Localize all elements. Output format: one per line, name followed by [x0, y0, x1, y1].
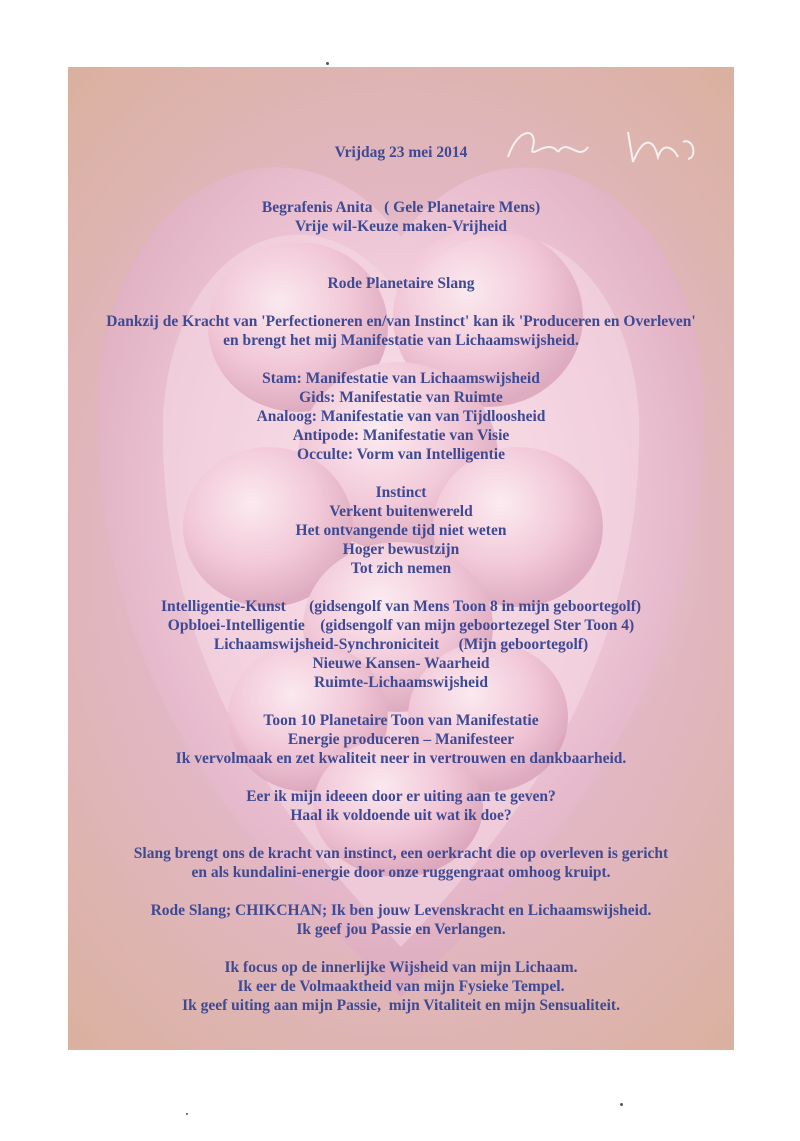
serpent-block	[68, 844, 734, 882]
document-text	[68, 67, 734, 1015]
affirmation-line: Ik eer de Volmaaktheid van mijn Fysieke Tempel.	[237, 978, 565, 995]
question-line: Haal ik voldoende uit wat ik doe?	[290, 807, 512, 824]
oracle-line: Gids: Manifestatie van Ruimte	[299, 389, 503, 406]
tone-line: Toon 10 Planetaire Toon van Manifestatie	[263, 712, 539, 729]
statement-block	[68, 312, 734, 350]
questions-block	[68, 787, 734, 825]
instinct-line: Instinct	[375, 484, 427, 501]
tone-line: Energie produceren – Manifesteer	[287, 731, 515, 748]
chikchan-line: Ik geef jou Passie en Verlangen.	[296, 921, 506, 938]
intro-line: Vrije wil-Keuze maken-Vrijheid	[294, 218, 508, 235]
oracle-line: Occulte: Vorm van Intelligentie	[297, 446, 505, 463]
intro-line: Begrafenis Anita ( Gele Planetaire Mens)	[261, 199, 541, 216]
scan-speck	[326, 62, 329, 65]
instinct-line: Hoger bewustzijn	[342, 541, 460, 558]
instinct-line: Verkent buitenwereld	[329, 503, 473, 520]
serpent-line: en als kundalini-energie door onze ruggengraat omhoog kruipt.	[191, 864, 611, 881]
date-line: Vrijdag 23 mei 2014	[334, 144, 468, 161]
oracle-line: Antipode: Manifestatie van Visie	[292, 427, 510, 444]
affirmation-line: Ik focus op de innerlijke Wijsheid van mijn Lichaam.	[224, 959, 578, 976]
document-page	[68, 67, 734, 1050]
scan-speck	[620, 1103, 623, 1106]
affirmation-line: Ik geef uiting aan mijn Passie, mijn Vitaliteit en mijn Sensualiteit.	[182, 997, 620, 1014]
tone-line: Ik vervolmaak en zet kwaliteit neer in vertrouwen en dankbaarheid.	[175, 750, 627, 767]
affirmations-block	[68, 958, 734, 1015]
tone-block	[68, 711, 734, 768]
statement-line: en brengt het mij Manifestatie van Lichaamswijsheid.	[223, 332, 579, 349]
instinct-line: Tot zich nemen	[350, 560, 452, 577]
wave-line: Intelligentie-Kunst (gidsengolf van Mens Toon 8 in mijn geboortegolf)	[160, 598, 642, 615]
instinct-block	[68, 483, 734, 578]
wave-line: Ruimte-Lichaamswijsheid	[314, 674, 488, 691]
oracle-line: Analoog: Manifestatie van van Tijdloosheid	[256, 408, 546, 425]
serpent-line: Slang brengt ons de kracht van instinct, een oerkracht die op overleven is gericht	[133, 845, 669, 862]
section-heading: Rode Planetaire Slang	[327, 275, 475, 292]
wave-line: Nieuwe Kansen- Waarheid	[312, 655, 490, 672]
waves-block	[68, 597, 734, 692]
oracle-block	[68, 369, 734, 464]
chikchan-line: Rode Slang; CHIKCHAN; Ik ben jouw Levenskracht en Lichaamswijsheid.	[150, 902, 652, 919]
chikchan-block	[68, 901, 734, 939]
instinct-line: Het ontvangende tijd niet weten	[295, 522, 507, 539]
statement-line: Dankzij de Kracht van 'Perfectioneren en/van Instinct' kan ik 'Produceren en Overleven'	[106, 313, 696, 330]
question-line: Eer ik mijn ideeen door er uiting aan te geven?	[246, 788, 556, 805]
wave-line: Lichaamswijsheid-Synchroniciteit (Mijn geboortegolf)	[213, 636, 589, 653]
oracle-line: Stam: Manifestatie van Lichaamswijsheid	[262, 370, 540, 387]
wave-line: Opbloei-Intelligentie (gidsengolf van mijn geboortezegel Ster Toon 4)	[167, 617, 635, 634]
scan-speck	[186, 1113, 188, 1115]
intro-block	[68, 198, 734, 236]
